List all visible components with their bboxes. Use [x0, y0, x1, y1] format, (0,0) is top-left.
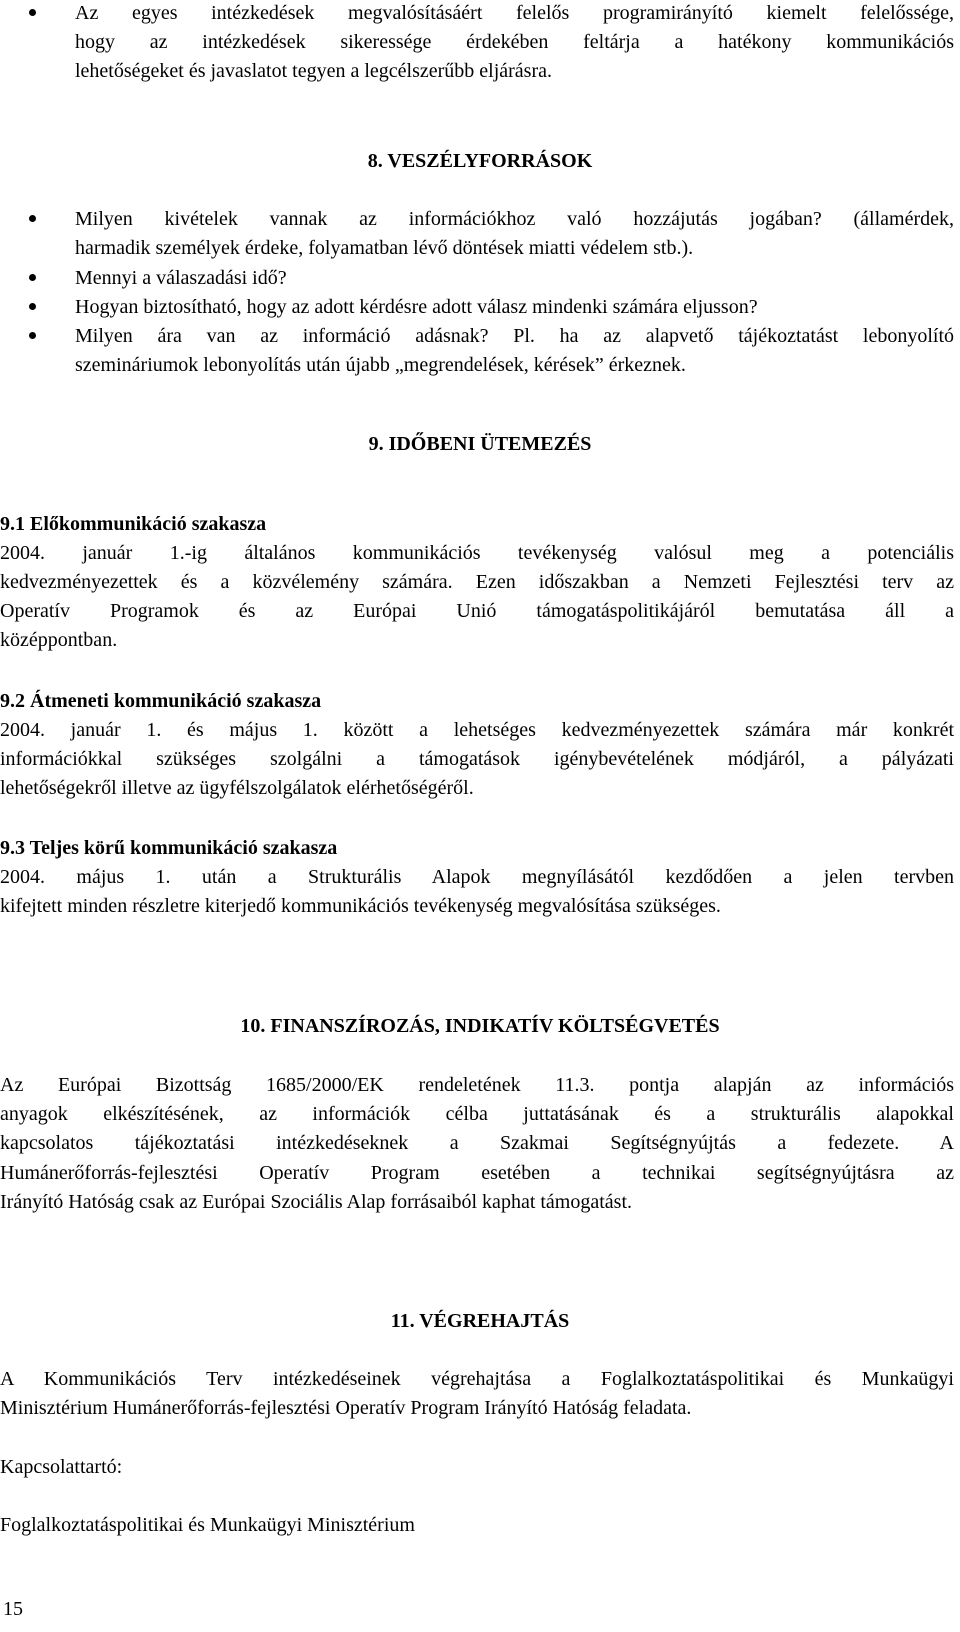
paragraph-line: Minisztérium Humánerőforrás-fejlesztési Operatív Program Irányító Hatóság feladata.	[0, 1397, 692, 1419]
bullet-dot-icon	[29, 9, 36, 16]
section-heading-8: 8. VESZÉLYFORRÁSOK	[367, 150, 593, 172]
paragraph-line: kapcsolatos tájékoztatási intézkedéseknek a Szakmai Segítségnyújtás a fedezete. A	[0, 1132, 954, 1154]
section-heading-9: 9. IDŐBENI ÜTEMEZÉS	[368, 433, 592, 455]
bullet-line: szemináriumok lebonyolítás után újabb „megrendelések, kérések” érkeznek.	[75, 354, 686, 376]
bullet-dot-icon	[29, 274, 36, 281]
contact-value: Foglalkoztatáspolitikai és Munkaügyi Minisztérium	[0, 1514, 415, 1536]
paragraph-line: 2004. január 1. és május 1. között a lehetséges kedvezményezettek számára már konkrét	[0, 719, 954, 741]
section-heading-10: 10. FINANSZÍROZÁS, INDIKATÍV KÖLTSÉGVETÉS	[240, 1015, 720, 1037]
paragraph-line: A Kommunikációs Terv intézkedéseinek végrehajtása a Foglalkoztatáspolitikai és Munkaügyi	[0, 1368, 954, 1390]
page-number: 15	[3, 1598, 23, 1620]
paragraph-line: 2004. május 1. után a Strukturális Alapok megnyílásától kezdődően a jelen tervben	[0, 866, 954, 888]
paragraph-line: kedvezményezettek és a közvélemény számára. Ezen időszakban a Nemzeti Fejlesztési terv az	[0, 571, 954, 593]
paragraph-line: Az Európai Bizottság 1685/2000/EK rendeletének 11.3. pontja alapján az információs	[0, 1074, 954, 1096]
paragraph-line: lehetőségekről illetve az ügyfélszolgálatok elérhetőségéről.	[0, 777, 474, 799]
paragraph-line: Operatív Programok és az Európai Unió támogatáspolitikájáról bemutatása áll a	[0, 600, 954, 622]
bullet-line: harmadik személyek érdeke, folyamatban lévő döntések miatti védelem stb.).	[75, 237, 694, 259]
bullet-line: Hogyan biztosítható, hogy az adott kérdésre adott válasz mindenki számára eljusson?	[75, 296, 758, 318]
bullet-line: Mennyi a válaszadási idő?	[75, 267, 287, 289]
paragraph-line: középpontban.	[0, 629, 118, 651]
bullet-line: lehetőségeket és javaslatot tegyen a legcélszerűbb eljárásra.	[75, 60, 552, 82]
paragraph-line: anyagok elkészítésének, az információk célba juttatásának és a strukturális alapokkal	[0, 1103, 954, 1125]
bullet-dot-icon	[29, 215, 36, 222]
paragraph-line: 2004. január 1.-ig általános kommunikációs tevékenység valósul meg a potenciális	[0, 542, 954, 564]
subsection-heading-9-3: 9.3 Teljes körű kommunikáció szakasza	[0, 837, 338, 859]
paragraph-line: Irányító Hatóság csak az Európai Szociális Alap forrásaiból kaphat támogatást.	[0, 1191, 633, 1213]
subsection-heading-9-2: 9.2 Átmeneti kommunikáció szakasza	[0, 690, 322, 712]
paragraph-line: Humánerőforrás-fejlesztési Operatív Program esetében a technikai segítségnyújtásra az	[0, 1162, 954, 1184]
bullet-dot-icon	[29, 332, 36, 339]
bullet-line: Milyen kivételek vannak az információkhoz való hozzájutás jogában? (államérdek,	[75, 208, 954, 230]
bullet-dot-icon	[29, 303, 36, 310]
paragraph-line: kifejtett minden részletre kiterjedő kommunikációs tevékenység megvalósítása szükséges.	[0, 895, 721, 917]
paragraph-line: információkkal szükséges szolgálni a támogatások igénybevételének módjáról, a pályázati	[0, 748, 954, 770]
bullet-line: Milyen ára van az információ adásnak? Pl. ha az alapvető tájékoztatást lebonyolító	[75, 325, 954, 347]
contact-label: Kapcsolattartó:	[0, 1456, 123, 1478]
subsection-heading-9-1: 9.1 Előkommunikáció szakasza	[0, 513, 267, 535]
bullet-line: hogy az intézkedések sikeressége érdekében feltárja a hatékony kommunikációs	[75, 31, 954, 53]
section-heading-11: 11. VÉGREHAJTÁS	[390, 1310, 570, 1332]
bullet-line: Az egyes intézkedések megvalósításáért felelős programirányító kiemelt felelőssége,	[75, 2, 954, 24]
